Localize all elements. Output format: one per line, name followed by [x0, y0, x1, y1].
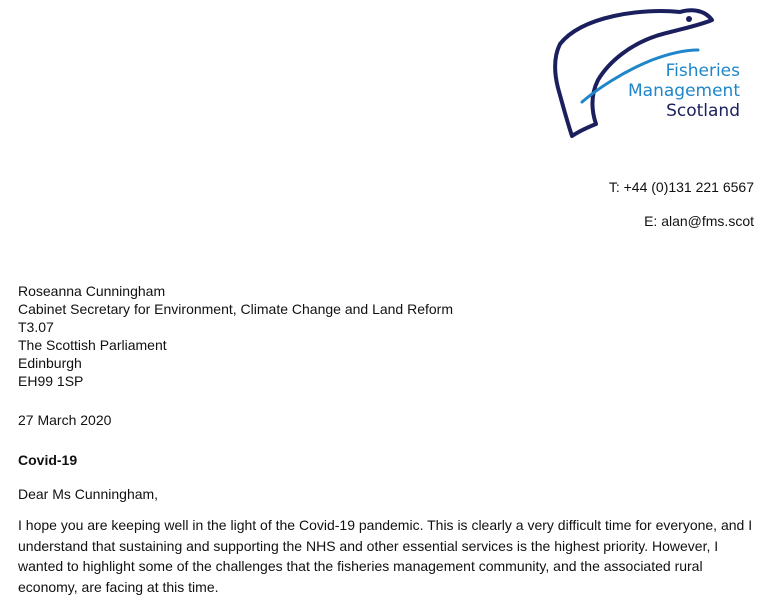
letter-subject: Covid-19 [18, 452, 78, 468]
organisation-logo [552, 6, 752, 141]
letter-date: 27 March 2020 [18, 412, 112, 428]
address-line: The Scottish Parliament [18, 337, 167, 353]
address-line: T3.07 [18, 319, 54, 335]
recipient-address [18, 282, 453, 390]
address-line: Cabinet Secretary for Environment, Climate Change and Land Reform [18, 301, 453, 317]
letter-paragraph: I hope you are keeping well in the light of the Covid-19 pandemic. This is clearly a very difficult time for everyone, and I understand that sustaining and supporting the NHS and other essential services is the highest priority. However, I wanted to highlight some of the challenges that the fisheries management community, and the associated rural economy, are facing at this time. [18, 517, 753, 595]
address-line: Roseanna Cunningham [18, 283, 166, 299]
address-line: EH99 1SP [18, 373, 84, 389]
logo-line-scotland: Scotland [666, 101, 740, 121]
logo-line-fisheries: Fisheries [665, 61, 740, 81]
logo-line-management: Management [628, 81, 740, 101]
address-line: Edinburgh [18, 355, 82, 371]
logo-wordmark [628, 61, 740, 121]
letter-salutation: Dear Ms Cunningham, [18, 486, 159, 502]
contact-phone: T: +44 (0)131 221 6567 [608, 179, 754, 195]
contact-email: E: alan@fms.scot [644, 213, 754, 229]
